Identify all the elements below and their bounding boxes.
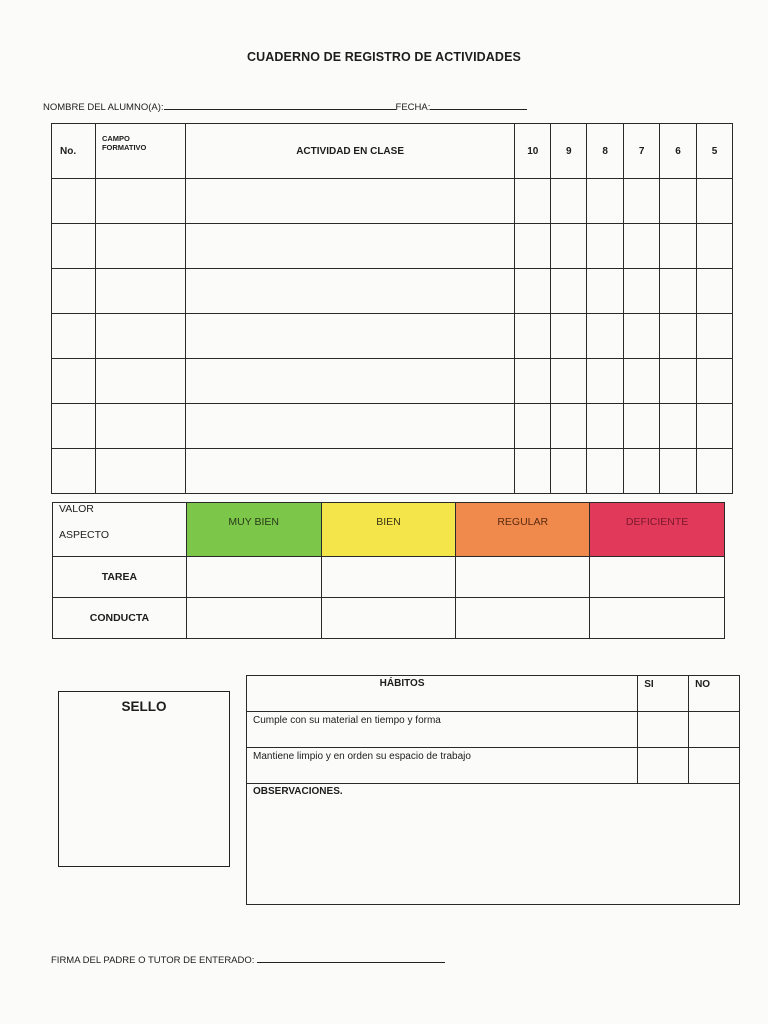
cell-no[interactable] <box>52 224 96 269</box>
cell-score-8[interactable] <box>587 179 624 224</box>
observations-row <box>247 784 740 905</box>
level-regular: REGULAR <box>456 503 590 557</box>
cell-score-7[interactable] <box>624 179 660 224</box>
observations-label: OBSERVACIONES. <box>253 786 343 797</box>
activity-row <box>52 179 733 224</box>
habits-title: HÁBITOS <box>247 676 638 712</box>
cell-score-9[interactable] <box>551 359 587 404</box>
cell-score-6[interactable] <box>660 179 697 224</box>
cell-no[interactable] <box>52 179 96 224</box>
cell-score-6[interactable] <box>660 359 697 404</box>
student-name-label: NOMBRE DEL ALUMNO(A): <box>43 102 164 113</box>
cell-campo[interactable] <box>95 269 185 314</box>
cell-score-9[interactable] <box>551 179 587 224</box>
cell-conducta-bien[interactable] <box>321 598 456 639</box>
habits-header-row <box>247 676 740 712</box>
cell-score-8[interactable] <box>587 314 624 359</box>
habit-si-cell[interactable] <box>638 748 689 784</box>
cell-tarea-bien[interactable] <box>321 557 456 598</box>
col-header-campo <box>95 124 185 179</box>
cell-score-9[interactable] <box>551 449 587 494</box>
cell-campo[interactable] <box>95 314 185 359</box>
col-header-score-7: 7 <box>624 124 660 179</box>
habit-no-cell[interactable] <box>689 712 740 748</box>
date-field[interactable] <box>430 99 527 110</box>
cell-score-5[interactable] <box>697 404 733 449</box>
activity-row <box>52 269 733 314</box>
cell-no[interactable] <box>52 449 96 494</box>
date-label: FECHA: <box>395 102 431 113</box>
habits-si-header: SI <box>638 676 689 712</box>
valor-aspecto-cell <box>53 503 187 557</box>
cell-score-6[interactable] <box>660 314 697 359</box>
cell-campo[interactable] <box>95 404 185 449</box>
cell-score-10[interactable] <box>515 404 551 449</box>
habit-item-material: Cumple con su material en tiempo y forma <box>247 712 638 748</box>
cell-campo[interactable] <box>95 449 185 494</box>
cell-actividad[interactable] <box>185 314 514 359</box>
cell-score-10[interactable] <box>515 314 551 359</box>
cell-actividad[interactable] <box>185 404 514 449</box>
habit-row <box>247 712 740 748</box>
col-header-score-8: 8 <box>587 124 624 179</box>
valuation-header-row <box>53 503 725 557</box>
observations-field[interactable] <box>247 784 740 905</box>
signature-label: FIRMA DEL PADRE O TUTOR DE ENTERADO: <box>51 955 255 966</box>
row-label-conducta: CONDUCTA <box>53 598 187 639</box>
col-header-actividad: ACTIVIDAD EN CLASE <box>185 124 514 179</box>
cell-score-7[interactable] <box>624 269 660 314</box>
col-header-score-6: 6 <box>660 124 697 179</box>
student-name-field[interactable] <box>164 99 396 110</box>
habits-table <box>246 675 740 905</box>
cell-conducta-deficiente[interactable] <box>590 598 725 639</box>
campo-line-2: FORMATIVO <box>101 143 147 152</box>
habit-item-limpio: Mantiene limpio y en orden su espacio de trabajo <box>247 748 638 784</box>
cell-score-5[interactable] <box>697 224 733 269</box>
activity-row <box>52 359 733 404</box>
habits-no-header: NO <box>689 676 740 712</box>
cell-score-8[interactable] <box>587 359 624 404</box>
cell-score-6[interactable] <box>660 449 697 494</box>
cell-score-5[interactable] <box>697 269 733 314</box>
activity-table <box>51 123 733 494</box>
activity-row <box>52 224 733 269</box>
valuation-table <box>52 502 725 639</box>
cell-score-7[interactable] <box>624 449 660 494</box>
col-header-score-9: 9 <box>551 124 587 179</box>
cell-campo[interactable] <box>95 179 185 224</box>
row-label-tarea: TAREA <box>53 557 187 598</box>
col-header-score-10: 10 <box>515 124 551 179</box>
valor-label: VALOR <box>59 503 94 515</box>
cell-score-6[interactable] <box>660 404 697 449</box>
cell-score-5[interactable] <box>697 179 733 224</box>
cell-actividad[interactable] <box>185 269 514 314</box>
cell-score-6[interactable] <box>660 224 697 269</box>
cell-score-5[interactable] <box>697 359 733 404</box>
activity-header-row <box>52 124 733 179</box>
stamp-label: SELLO <box>121 699 167 714</box>
activity-row <box>52 404 733 449</box>
cell-score-8[interactable] <box>587 449 624 494</box>
cell-no[interactable] <box>52 359 96 404</box>
cell-score-9[interactable] <box>551 224 587 269</box>
cell-actividad[interactable] <box>185 359 514 404</box>
cell-no[interactable] <box>52 269 96 314</box>
cell-score-7[interactable] <box>624 224 660 269</box>
cell-score-10[interactable] <box>515 359 551 404</box>
cell-score-5[interactable] <box>697 449 733 494</box>
valuation-row-tarea <box>53 557 725 598</box>
cell-score-10[interactable] <box>515 269 551 314</box>
stamp-box <box>58 691 230 867</box>
cell-score-7[interactable] <box>624 359 660 404</box>
activity-row <box>52 449 733 494</box>
cell-no[interactable] <box>52 404 96 449</box>
col-header-no: No. <box>52 124 96 179</box>
cell-conducta-muy-bien[interactable] <box>186 598 321 639</box>
cell-actividad[interactable] <box>185 224 514 269</box>
page-title: CUADERNO DE REGISTRO DE ACTIVIDADES <box>247 50 521 64</box>
habit-si-cell[interactable] <box>638 712 689 748</box>
level-muy-bien: MUY BIEN <box>186 503 321 557</box>
cell-actividad[interactable] <box>185 179 514 224</box>
activity-row <box>52 314 733 359</box>
campo-line-1: CAMPO <box>101 134 130 143</box>
cell-score-7[interactable] <box>624 404 660 449</box>
cell-score-9[interactable] <box>551 269 587 314</box>
student-name-row <box>43 99 527 113</box>
cell-tarea-deficiente[interactable] <box>590 557 725 598</box>
habit-row <box>247 748 740 784</box>
cell-score-10[interactable] <box>515 224 551 269</box>
cell-score-10[interactable] <box>515 179 551 224</box>
cell-actividad[interactable] <box>185 449 514 494</box>
cell-conducta-regular[interactable] <box>456 598 590 639</box>
valuation-row-conducta <box>53 598 725 639</box>
aspecto-label: ASPECTO <box>59 529 109 541</box>
cell-score-10[interactable] <box>515 449 551 494</box>
cell-score-5[interactable] <box>697 314 733 359</box>
cell-campo[interactable] <box>95 224 185 269</box>
cell-score-6[interactable] <box>660 269 697 314</box>
cell-score-9[interactable] <box>551 314 587 359</box>
level-bien: BIEN <box>321 503 456 557</box>
cell-score-8[interactable] <box>587 269 624 314</box>
cell-score-8[interactable] <box>587 224 624 269</box>
cell-tarea-muy-bien[interactable] <box>186 557 321 598</box>
habit-no-cell[interactable] <box>689 748 740 784</box>
cell-no[interactable] <box>52 314 96 359</box>
cell-campo[interactable] <box>95 359 185 404</box>
cell-score-9[interactable] <box>551 404 587 449</box>
level-deficiente: DEFICIENTE <box>590 503 725 557</box>
cell-score-8[interactable] <box>587 404 624 449</box>
cell-tarea-regular[interactable] <box>456 557 590 598</box>
col-header-score-5: 5 <box>697 124 733 179</box>
signature-field[interactable] <box>257 952 445 963</box>
signature-row <box>51 952 445 966</box>
cell-score-7[interactable] <box>624 314 660 359</box>
